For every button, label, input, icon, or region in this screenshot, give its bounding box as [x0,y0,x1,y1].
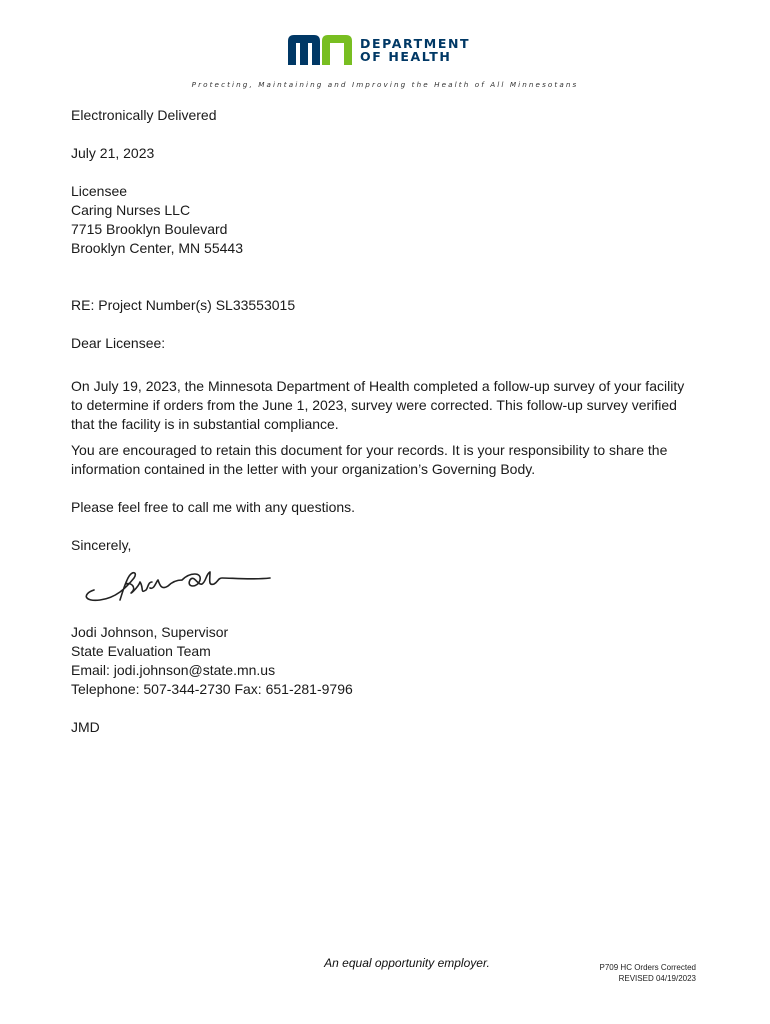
paragraph-1-line: On July 19, 2023, the Minnesota Department of Health completed a follow-up survey of your facility [71,378,685,394]
form-code [600,962,696,984]
paragraph-1-line: that the facility is in substantial compliance. [71,416,339,432]
form-revised-date: REVISED 04/19/2023 [618,974,696,983]
address-line: Caring Nurses LLC [71,202,191,218]
closing-note: Please feel free to call me with any questions. [71,499,356,515]
equal-opportunity-statement: An equal opportunity employer. [324,956,490,970]
address-line: 7715 Brooklyn Boulevard [71,221,228,237]
salutation: Dear Licensee: [71,335,166,351]
signer-phone: Telephone: 507-344-2730 Fax: 651-281-9796 [71,681,353,697]
address-line: Brooklyn Center, MN 55443 [71,240,243,256]
signer-email: Email: jodi.johnson@state.mn.us [71,662,276,678]
paragraph-1-line: to determine if orders from the June 1, 2023, survey were corrected. This follow-up survey verified [71,397,677,413]
tagline: Protecting, Maintaining and Improving the Health of All Minnesotans [191,80,579,89]
address-line: Licensee [71,183,128,199]
form-code-name: P709 HC Orders Corrected [599,963,696,972]
mdh-logo [288,34,470,66]
typist-initials: JMD [71,719,100,735]
mn-logo-mark-icon [288,35,352,65]
re-line: RE: Project Number(s) SL33553015 [71,297,296,313]
paragraph-2-line: You are encouraged to retain this document for your records. It is your responsibility to share the [71,442,668,458]
signer-line: Jodi Johnson, Supervisor [71,624,229,640]
handwritten-signature [82,560,282,610]
closing: Sincerely, [71,537,132,553]
delivery-method: Electronically Delivered [71,107,217,123]
signer-line: State Evaluation Team [71,643,211,659]
logo-text-department: DEPARTMENT [360,36,471,51]
logo-text-of-health: OF HEALTH [360,49,452,64]
letter-date: July 21, 2023 [71,145,155,161]
paragraph-2-line: information contained in the letter with your organization’s Governing Body. [71,461,536,477]
